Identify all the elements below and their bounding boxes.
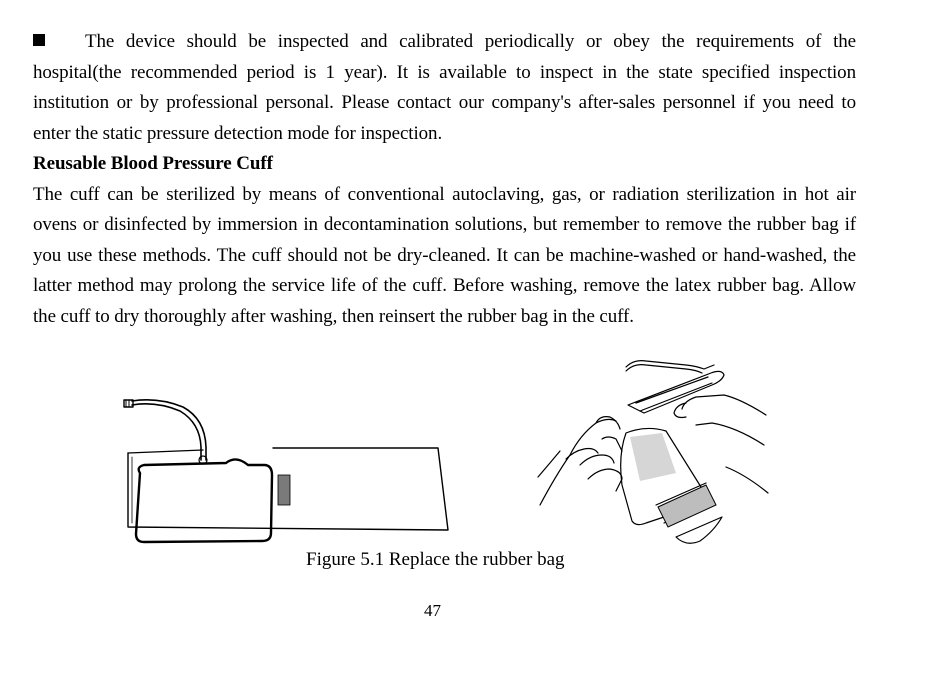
cuff-drawing (118, 395, 458, 550)
section-heading: Reusable Blood Pressure Cuff (33, 153, 273, 174)
black-square-bullet-icon (33, 34, 45, 46)
cuff-illustration (118, 395, 458, 555)
hands-illustration (536, 355, 771, 555)
cuff-care-paragraph: The cuff can be sterilized by means of conventional autoclaving, gas, or radiation sterilization in hot air ovens or disinfected by immersion in decontamination solutions, but remember to remove the rubber bag if you use these methods. The cuff should not be dry-cleaned. It can be machine-washed or hand-washed, the latter method may prolong the service life of the cuff. Before washing, remove the latex rubber bag. Allow the cuff to dry thoroughly after washing, then reinsert the rubber bag in the cuff. (33, 183, 856, 327)
body-text (33, 27, 856, 332)
inspection-text: The device should be inspected and calibrated periodically or obey the requirements of the hospital(the recommended period is 1 year). It is available to inspect in the state specified inspection institution or by professional personal. Please contact our company's after-sales personnel if you need to enter the static pressure detection mode for inspection. (33, 31, 856, 144)
page-number: 47 (424, 601, 441, 620)
figure-caption: Figure 5.1 Replace the rubber bag (306, 549, 565, 570)
hands-drawing (536, 355, 771, 550)
inspection-paragraph (33, 27, 856, 149)
